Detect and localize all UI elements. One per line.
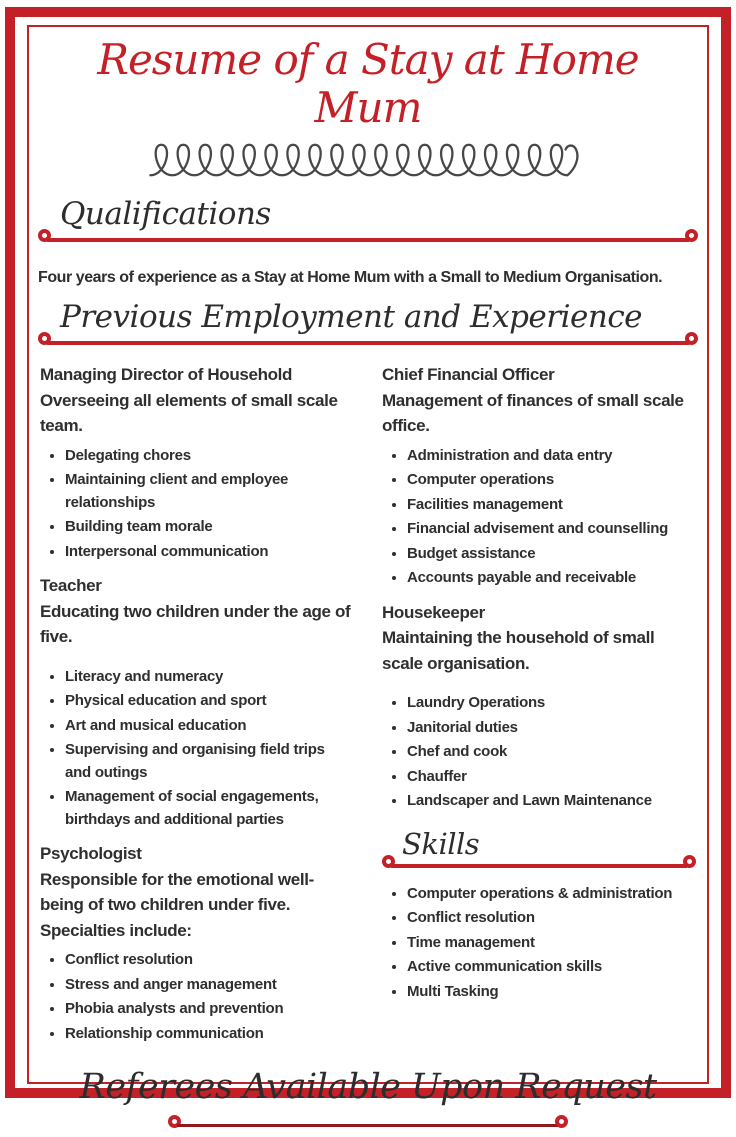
experience-heading: Previous Employment and Experience [60,299,643,336]
bullet-item: • Management of social engagements, birthdays and additional parties [65,786,354,831]
job-duties-list [40,445,354,564]
bullet-item: • Interpersonal communication [65,541,354,564]
bullet-item: • Multi Tasking [407,981,696,1004]
job-title: Teacher [40,576,102,596]
job-duties-list [382,692,696,813]
skills-section [382,827,696,1004]
bullet-item: • Conflict resolution [407,907,696,930]
bullet-item: • Administration and data entry [407,445,696,468]
bullet-item: • Budget assistance [407,543,696,566]
job-housekeeper [382,600,696,813]
line-end-ring-icon [685,229,698,242]
experience-columns [38,362,698,1055]
red-rule-line [47,238,689,242]
job-managing-director [40,362,354,563]
bullet-item: • Supervising and organising field trips and outings [65,739,354,784]
red-rule-line [47,341,689,345]
line-end-ring-icon [683,855,696,868]
bullet-item: • Time management [407,932,696,955]
bullet-item: • Conflict resolution [65,949,354,972]
qualifications-heading: Qualifications [60,195,271,232]
skills-heading: Skills [402,826,480,861]
bullet-item: • Delegating chores [65,445,354,468]
job-cfo [382,362,696,590]
dark-rule-line [177,1124,559,1127]
line-end-ring-icon [685,332,698,345]
job-description: Responsible for the emotional well-being of two children under five. Specialties include: [40,869,314,940]
job-title: Housekeeper [382,602,485,622]
page-title: Resume of a Stay at Home Mum [97,35,639,133]
skills-list [382,883,696,1004]
qualifications-text: Four years of experience as a Stay at Home Mum with a Small to Medium Organisation. [38,268,663,286]
bullet-item: • Computer operations & administration [407,883,696,906]
bullet-item: • Janitorial duties [407,717,696,740]
bullet-item: • Maintaining client and employee relationships [65,469,354,514]
left-column [40,362,354,1055]
bullet-item: • Literacy and numeracy [65,666,354,689]
experience-rule [38,332,698,354]
red-rule-line [391,864,687,868]
bullet-item: • Accounts payable and receivable [407,567,696,590]
referees-rule [168,1115,568,1137]
bullet-item: • Landscaper and Lawn Maintenance [407,790,696,813]
bullet-item: • Physical education and sport [65,690,354,713]
loops-divider [38,139,698,186]
right-column [382,362,696,1055]
job-title: Psychologist [40,844,142,864]
bullet-item: • Chef and cook [407,741,696,764]
job-teacher [40,573,354,831]
referees-heading: Referees Available Upon Request [79,1067,657,1108]
bullet-item: • Chauffer [407,766,696,789]
job-duties-list [40,949,354,1045]
job-duties-list [40,666,354,832]
job-psychologist [40,841,354,1045]
job-duties-list [382,445,696,590]
bullet-item: • Art and musical education [65,715,354,738]
bullet-item: • Laundry Operations [407,692,696,715]
line-end-ring-icon [555,1115,568,1128]
job-description: Management of finances of small scale office. [382,390,684,436]
job-title: Chief Financial Officer [382,365,555,385]
skills-rule [382,855,696,877]
loops-divider-icon [138,139,598,181]
job-description: Maintaining the household of small scale organisation. [382,628,655,673]
qualifications-rule [38,229,698,251]
bullet-item: • Stress and anger management [65,974,354,997]
bullet-item: • Relationship communication [65,1023,354,1046]
bullet-item: • Active communication skills [407,956,696,979]
job-description: Educating two children under the age of five. [40,601,351,647]
bullet-item: • Computer operations [407,469,696,492]
bullet-item: • Building team morale [65,516,354,539]
bullet-item: • Financial advisement and counselling [407,518,696,541]
bullet-item: • Phobia analysts and prevention [65,998,354,1021]
job-description: Overseeing all elements of small scale team. [40,390,338,436]
bullet-item: • Facilities management [407,494,696,517]
resume-page [38,30,698,1108]
job-title: Managing Director of Household [40,365,293,385]
